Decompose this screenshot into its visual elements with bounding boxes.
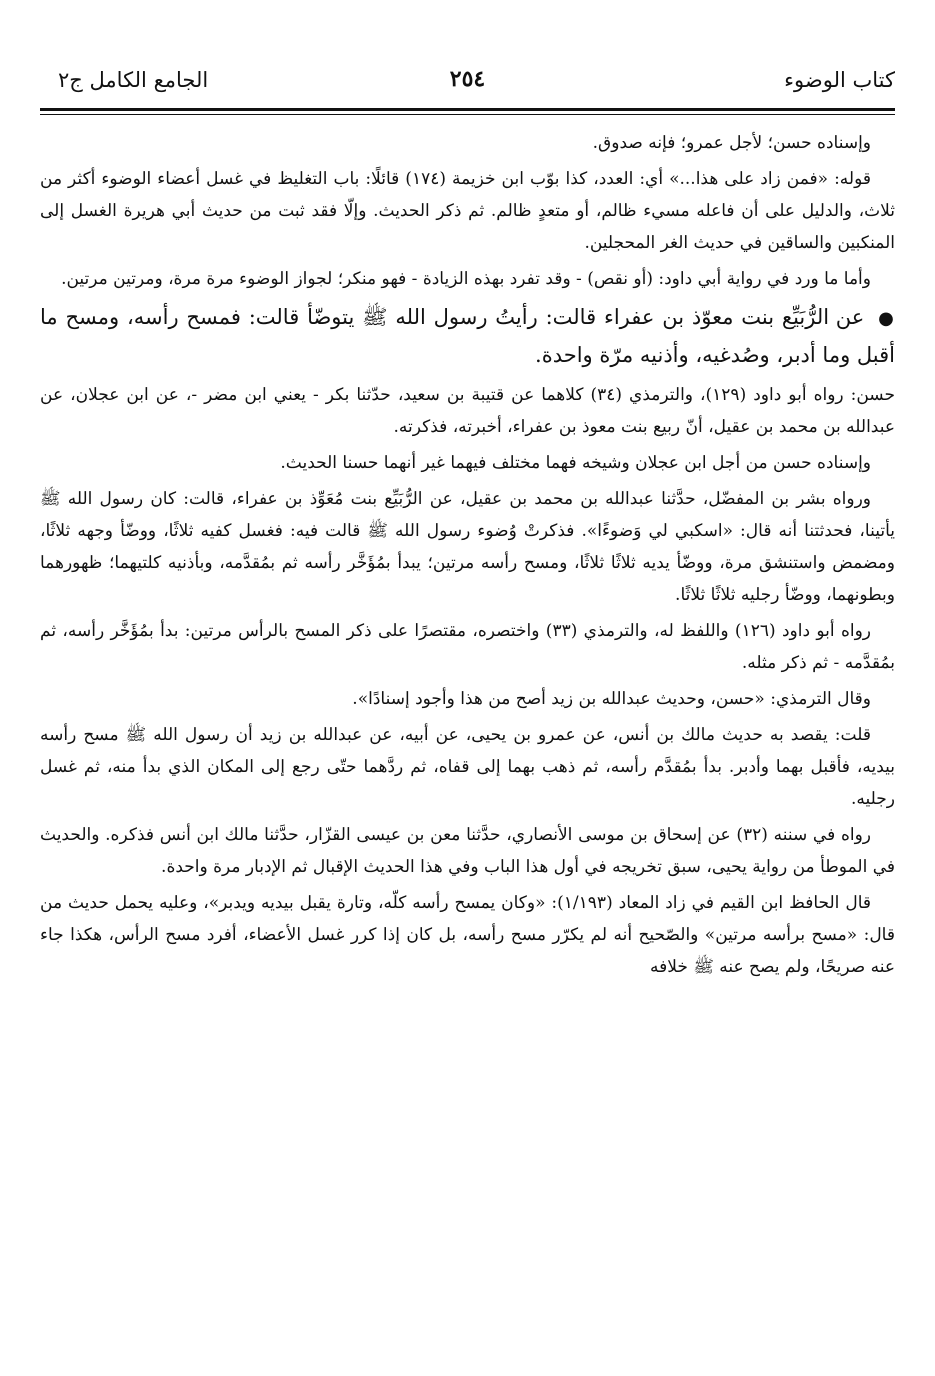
page-number: ٢٥٤ [449, 66, 486, 92]
running-header [40, 62, 895, 104]
paragraph-ibn-khuzaymah: قوله: «فمن زاد على هذا...» أي: العدد، كذا بوّب ابن خزيمة (١٧٤) قائلًا: باب التغليظ في غسل أعضاء الوضوء أكثر من ثلاث، والدليل على أن فاعله مسيء ظالم، أو متعدٍ ظالم. ثم ذكر الحديث. وإلّا فقد ثبت من حديث أبي هريرة الغسل إلى المنكبين والساقين في حديث الغر المحجلين. [40, 169, 895, 253]
paragraph-isnad-hasan: وإسناده حسن؛ لأجل عمرو؛ فإنه صدوق. [592, 133, 871, 153]
paragraph-abu-dawud-naqs: وأما ما ورد في رواية أبي داود: (أو نقص) - وقد تفرد بهذه الزيادة - فهو منكر؛ لجواز الوضوء مرة مرة، ومرتين مرتين. [61, 269, 871, 289]
book-page [40, 62, 895, 1362]
paragraph-ibn-qayyim: قال الحافظ ابن القيم في زاد المعاد (١/١٩٣): «وكان يمسح رأسه كلّه، وتارة يقبل بيديه ويدبر»، وعليه يحمل حديث من قال: «مسح برأسه مرتين» والصّحيح أنه لم يكرّر مسح رأسه، بل كان إذا كرر غسل الأعضاء، أفرد مسح الرأس، هكذا جاء عنه صريحًا، ولم يصح عنه ﷺ خلافه [40, 893, 895, 977]
bullet-icon: ● [878, 308, 896, 329]
paragraph-isnad-ibn-ajlan: وإسناده حسن من أجل ابن عجلان وشيخه فهما مختلف فيهما غير أنهما حسنا الحديث. [280, 453, 871, 473]
chapter-title: كتاب الوضوء [784, 68, 895, 92]
header-rule-thin [40, 114, 895, 115]
hadith-text [40, 299, 895, 373]
paragraph-abu-dawud-126: رواه أبو داود (١٢٦) واللفظ له، والترمذي (٣٣) واختصره، مقتصرًا على ذكر المسح بالرأس مرتين: بدأ بمُؤَخَّر رأسه، ثم بمُقدَّمه - ثم ذكر مثله. [40, 621, 895, 673]
paragraph-sunan-32: رواه في سننه (٣٢) عن إسحاق بن موسى الأنصاري، حدَّثنا معن بن عيسى القزّار، حدَّثنا مالك ابن أنس فذكره. والحديث في الموطأ من رواية يحيى، سبق تخريجه في أول هذا الباب وفي هذا الحديث الإقبال ثم الإدبار مرة واحدة. [40, 825, 895, 877]
paragraph-qultu: قلت: يقصد به حديث مالك بن أنس، عن عمرو بن يحيى، عن أبيه، عن عبدالله بن زيد أن رسول الله ﷺ مسح رأسه بيديه، فأقبل بهما وأدبر. بدأ بمُقدَّم رأسه، ثم ذهب بهما إلى قفاه، ثم ردَّهما حتّى رجع إلى المكان الذي بدأ منه، ثم غسل رجليه. [40, 725, 895, 809]
hadith-body: عن الرُّبَيِّع بنت معوّذ بن عفراء قالت: رأيتُ رسول الله ﷺ يتوضّأ قالت: فمسح رأسه، ومسح ما أقبل وما أدبر، وصُدغيه، وأذنيه مرّة واحدة. [40, 305, 895, 367]
paragraph-takhrij: حسن: رواه أبو داود (١٢٩)، والترمذي (٣٤) كلاهما عن قتيبة بن سعيد، حدّثنا بكر - يعني ابن مضر -، عن ابن عجلان، عن عبدالله بن محمد بن عقيل، أنّ ربيع بنت معوذ بن عفراء، أخبرته، فذكرته. [40, 385, 895, 437]
header-rule-thick [40, 108, 895, 111]
book-title: الجامع الكامل ج٢ [58, 68, 209, 92]
paragraph-bishr-riwayah: ورواه بشر بن المفضّل، حدَّثنا عبدالله بن محمد بن عقيل، عن الرُّبَيِّع بنت مُعَوِّذ بن عفراء، قالت: كان رسول الله ﷺ يأتينا، فحدثتنا أنه قال: «اسكبي لي وَضوءًا». فذكرتْ وُضوء رسول الله ﷺ قالت فيه: فغسل كفيه ثلاثًا، ووضّأ وجهه ثلاثًا، ومضمض واستنشق مرة، ووضّأ يديه ثلاثًا ثلاثًا، ومسح رأسه مرتين؛ يبدأ بمُؤَخَّر رأسه ثم بمُقدَّمه، وبأذنيه كلتيهما؛ ظهورهما وبطونهما، ووضّأ رجليه ثلاثًا ثلاثًا. [40, 489, 895, 605]
paragraph-tirmidhi-qawl: وقال الترمذي: «حسن، وحديث عبدالله بن زيد أصح من هذا وأجود إسنادًا». [352, 689, 871, 709]
